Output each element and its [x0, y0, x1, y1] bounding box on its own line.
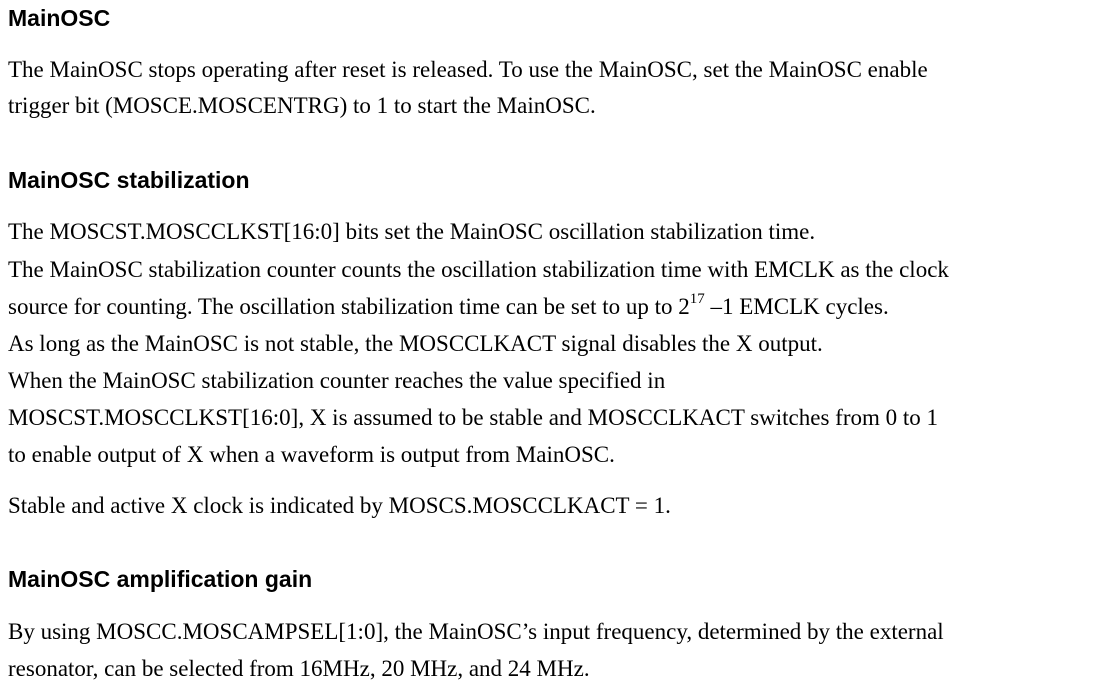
- section-heading-stabilization: MainOSC stabilization: [8, 167, 250, 193]
- paragraph-line: The MainOSC stabilization counter counts the oscillation stabilization time with EMCLK as the clock: [8, 257, 949, 282]
- paragraph-line: trigger bit (MOSCE.MOSCENTRG) to 1 to start the MainOSC.: [8, 93, 596, 118]
- section-heading-amplification-gain: MainOSC amplification gain: [8, 566, 313, 592]
- paragraph-line: When the MainOSC stabilization counter reaches the value specified in: [8, 368, 666, 393]
- paragraph-line: [8, 288, 1108, 325]
- paragraph-line: The MOSCST.MOSCCLKST[16:0] bits set the MainOSC oscillation stabilization time.: [8, 219, 816, 244]
- text-run: source for counting. The oscillation stabilization time can be set to up to 2: [8, 294, 690, 319]
- paragraph-line: resonator, can be selected from 16MHz, 20 MHz, and 24 MHz.: [8, 656, 590, 681]
- paragraph-line: to enable output of X when a waveform is output from MainOSC.: [8, 442, 615, 467]
- superscript-exponent: 17: [689, 291, 705, 308]
- paragraph-line: As long as the MainOSC is not stable, the MOSCCLKACT signal disables the X output.: [8, 331, 823, 356]
- text-run: –1 EMCLK cycles.: [704, 294, 889, 319]
- section-heading-mainosc: MainOSC: [8, 5, 111, 31]
- paragraph-line: The MainOSC stops operating after reset is released. To use the MainOSC, set the MainOSC enable: [8, 57, 928, 82]
- paragraph-line: Stable and active X clock is indicated by MOSCS.MOSCCLKACT = 1.: [8, 493, 671, 518]
- paragraph-line: MOSCST.MOSCCLKST[16:0], X is assumed to be stable and MOSCCLKACT switches from 0 to 1: [8, 405, 939, 430]
- paragraph-line: By using MOSCC.MOSCAMPSEL[1:0], the MainOSC’s input frequency, determined by the external: [8, 619, 944, 644]
